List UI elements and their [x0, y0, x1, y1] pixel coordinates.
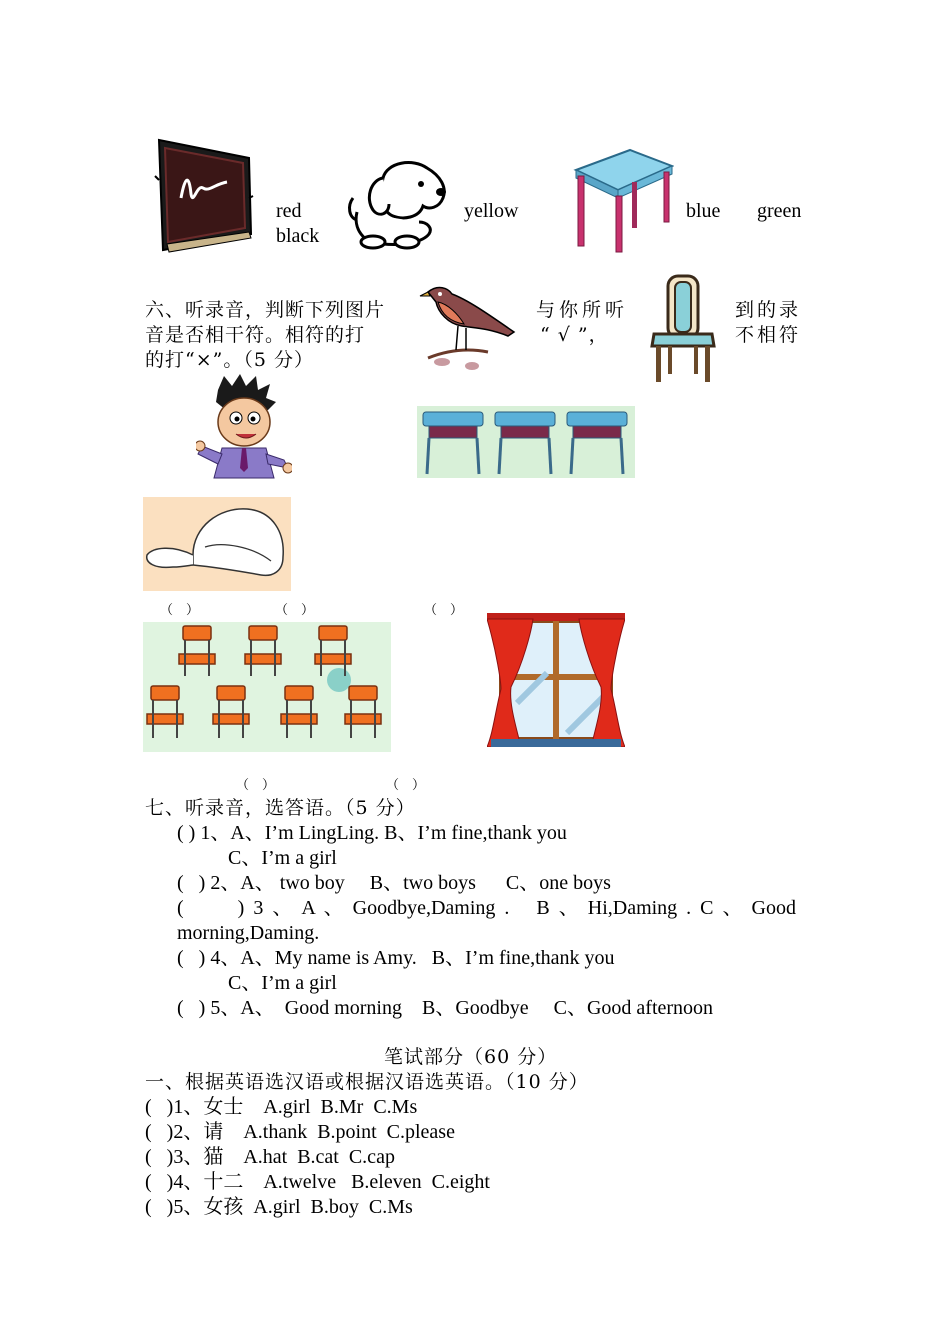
chairs-picture — [143, 622, 391, 752]
blackboard-picture — [153, 136, 257, 254]
section6-line1-left: 六、听录音，判断下列图片 — [145, 299, 386, 321]
section6-line2-right: 不相符 — [735, 324, 802, 346]
color-word-blue: blue — [686, 200, 721, 222]
dog-picture — [343, 158, 451, 250]
section6-line2-mid: “ √ ”， — [540, 324, 609, 346]
section6-line1-right: 到的录 — [735, 299, 802, 321]
section6-line1-mid: 与你所听 — [536, 299, 629, 321]
chair-picture — [648, 272, 718, 384]
color-word-red: red — [276, 200, 302, 222]
written-item-2: ( )2、请 A.thank B.point C.please — [145, 1121, 455, 1143]
section7-question-5: ( ) 5、A、 Good morning B、Goodbye C、Good afternoon — [177, 997, 714, 1019]
answer-paren-3: （ ） — [424, 602, 464, 617]
section6-line3: 的打“×”。（5 分） — [145, 349, 314, 371]
section7-question-4-option-c: C、I’m a girl — [228, 972, 337, 994]
written-item-1: ( )1、女士 A.girl B.Mr C.Ms — [145, 1096, 418, 1118]
section7-question-3-cont: morning,Daming. — [177, 922, 320, 944]
desks-picture — [417, 406, 635, 478]
section7-question-1: ( ) 1、A、I’m LingLing. B、I’m fine,thank you — [177, 822, 567, 844]
answer-paren-1: （ ） — [160, 602, 200, 617]
section7-heading: 七、听录音，选答语。（5 分） — [145, 797, 416, 819]
written-item-5: ( )5、女孩 A.girl B.boy C.Ms — [145, 1196, 413, 1218]
section7-question-3: ( ) 3 、 A 、 Goodbye,Daming . B 、 Hi,Daming . C 、 Good — [177, 897, 796, 919]
section6-line2-left: 音是否相干符。相符的打 — [145, 324, 366, 346]
cap-picture — [143, 497, 291, 591]
section7-question-1-option-c: C、I’m a girl — [228, 847, 337, 869]
written-part-title: 笔试部分（60 分） — [384, 1046, 558, 1068]
answer-paren-2: （ ） — [275, 602, 315, 617]
section7-question-2: ( ) 2、A、 two boy B、two boys C、one boys — [177, 872, 611, 894]
bird-picture — [418, 280, 520, 372]
section7-question-4: ( ) 4、A、My name is Amy. B、I’m fine,thank you — [177, 947, 615, 969]
color-word-green: green — [757, 200, 802, 222]
color-word-yellow: yellow — [464, 200, 519, 222]
answer-paren-4: （ ） — [236, 777, 276, 792]
table-picture — [572, 146, 674, 254]
color-word-black: black — [276, 225, 320, 247]
written-part-heading: 一、根据英语选汉语或根据汉语选英语。（10 分） — [145, 1071, 589, 1093]
boy-picture — [196, 372, 292, 480]
answer-paren-5: （ ） — [386, 777, 426, 792]
written-item-4: ( )4、十二 A.twelve B.eleven C.eight — [145, 1171, 490, 1193]
window-picture — [487, 613, 625, 747]
written-item-3: ( )3、猫 A.hat B.cat C.cap — [145, 1146, 395, 1168]
